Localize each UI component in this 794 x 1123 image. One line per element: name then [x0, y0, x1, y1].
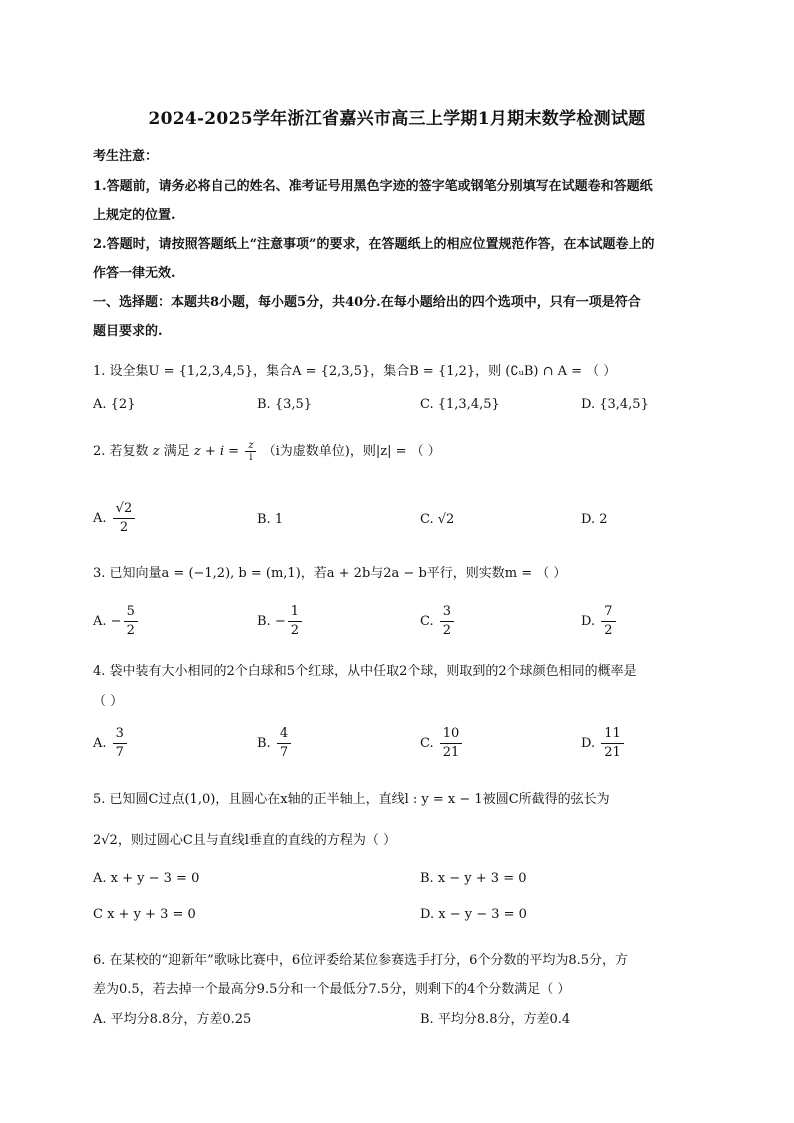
section-heading: 一、选择题：本题共8小题，每小题5分，共40分.在每小题给出的四个选项中，只有一项是符合 — [93, 295, 641, 310]
question-1: 1. 设全集U = {1,2,3,4,5}，集合A = {2,3,5}，集合B = {1,2}，则 (∁ᵤB) ∩ A = （ ） — [93, 364, 617, 379]
question-5-cont: 2√2，则过圆心C且与直线l垂直的直线的方程为（ ） — [93, 833, 397, 848]
question-3: 3. 已知向量a = (−1,2), b = (m,1)，若a + 2b与2a − b平行，则实数m = （ ） — [93, 566, 567, 581]
q4-option-d: D. $\frac{11}{21}$ — [581, 725, 626, 762]
q2-mid: 满足 — [163, 444, 190, 459]
q5-option-a: A. x + y − 3 = 0 — [93, 871, 200, 886]
q6-option-b: B. 平均分8.8分，方差0.4 — [420, 1012, 571, 1027]
question-5: 5. 已知圆C过点(1,0)，且圆心在x轴的正半轴上，直线l : y = x − 1被圆C所截得的弦长为 — [93, 792, 610, 807]
q2-option-c: C. √2 — [420, 512, 455, 527]
q2-option-b: B. 1 — [257, 512, 284, 527]
q2-suffix: （i为虚数单位)，则|z| = （ ） — [262, 444, 441, 459]
q2-option-d: D. 2 — [581, 512, 608, 527]
q4-option-c: C. $\frac{10}{21}$ — [420, 725, 464, 762]
q4-option-a: A. $\frac{3}{7}$ — [93, 725, 129, 762]
q2-eq-left: z + i = — [193, 444, 240, 459]
notice-item-2-cont: 作答一律无效. — [93, 266, 176, 281]
q1-option-b: B. {3,5} — [257, 397, 313, 412]
question-4-cont: （ ） — [93, 694, 124, 709]
exam-title: 2024-2025学年浙江省嘉兴市高三上学期1月期末数学检测试题 — [148, 109, 646, 129]
q4-option-b: B. $\frac{4}{7}$ — [257, 725, 293, 762]
question-6: 6. 在某校的“迎新年”歌咏比赛中，6位评委给某位参赛选手打分，6个分数的平均为8.5分，方 — [93, 953, 629, 968]
q2-fraction: $\frac{z}{i}$ — [245, 440, 256, 463]
q5-option-c: C x + y + 3 = 0 — [93, 907, 196, 922]
q2-option-a: A. $\frac{√2}{2}$ — [93, 500, 137, 537]
q5-option-b: B. x − y + 3 = 0 — [420, 871, 527, 886]
notice-item-1: 1.答题前，请务必将自己的姓名、准考证号用黑色字迹的签字笔或钢笔分别填写在试题卷和答题纸 — [93, 179, 653, 194]
q1-option-a: A. {2} — [93, 397, 136, 412]
notice-item-2: 2.答题时，请按照答题纸上“注意事项”的要求，在答题纸上的相应位置规范作答，在本试题卷上的 — [93, 237, 655, 252]
q3-option-b: B. − $\frac{1}{2}$ — [257, 603, 304, 640]
q1-option-c: C. {1,3,4,5} — [420, 397, 500, 412]
notice-item-1-cont: 上规定的位置. — [93, 208, 176, 223]
q3-option-d: D. $\frac{7}{2}$ — [581, 603, 618, 640]
question-2 — [93, 440, 441, 463]
q3-option-c: C. $\frac{3}{2}$ — [420, 603, 456, 640]
q2-prefix: 2. 若复数 — [93, 444, 149, 459]
notice-heading: 考生注意： — [93, 149, 159, 164]
q6-option-a: A. 平均分8.8分，方差0.25 — [93, 1012, 252, 1027]
question-4: 4. 袋中装有大小相同的2个白球和5个红球，从中任取2个球，则取到的2个球颜色相同的概率是 — [93, 664, 637, 679]
q5-option-d: D. x − y − 3 = 0 — [420, 907, 527, 922]
q1-option-d: D. {3,4,5} — [581, 397, 649, 412]
question-6-cont: 差为0.5，若去掉一个最高分9.5分和一个最低分7.5分，则剩下的4个分数满足（ ） — [93, 982, 571, 997]
q3-option-a: A. − $\frac{5}{2}$ — [93, 603, 140, 640]
q2-var: z — [152, 444, 160, 459]
section-heading-cont: 题目要求的. — [93, 324, 163, 339]
